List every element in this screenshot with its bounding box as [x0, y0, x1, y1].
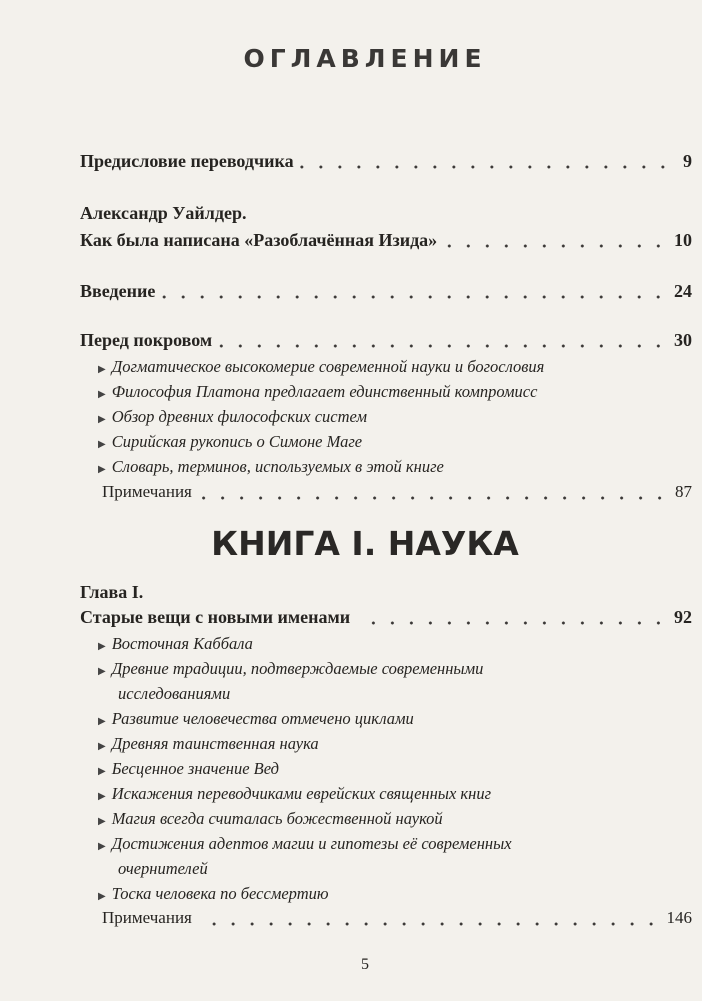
entry-page: 87 [675, 482, 692, 501]
book-heading: КНИГА I. НАУКА [211, 524, 519, 563]
subtopic: ▶ Философия Платона предлагает единственный компромисс [98, 382, 538, 401]
subtopic: ▶ Сирийская рукопись о Симоне Маге [98, 432, 363, 451]
dot-leader [300, 165, 672, 169]
triangle-bullet-icon: ▶ [98, 666, 106, 677]
page-number: 5 [361, 956, 369, 973]
triangle-bullet-icon: ▶ [98, 364, 106, 375]
triangle-bullet-icon: ▶ [98, 464, 106, 475]
chapter-number: Глава I. [80, 582, 144, 602]
subtopic: ▶ Восточная Каббала [98, 634, 253, 653]
dot-leader [356, 621, 668, 625]
triangle-bullet-icon: ▶ [98, 716, 106, 727]
subtopic: ▶ Искажения переводчиками еврейских священных книг [98, 784, 492, 803]
entry-page: 146 [666, 908, 692, 927]
triangle-bullet-icon: ▶ [98, 641, 106, 652]
subtopic: ▶ Достижения адептов магии и гипотезы её современных [98, 834, 512, 853]
dot-leader [198, 922, 661, 926]
dot-leader [218, 344, 668, 348]
toc-entry-notes[interactable] [102, 482, 692, 506]
subtopic: ▶ Древняя таинственная наука [98, 734, 319, 753]
subtopic: ▶ Тоска человека по бессмертию [98, 884, 329, 903]
toc-title: ОГЛАВЛЕНИЕ [243, 44, 487, 73]
subtopic: ▶ Догматическое высокомерие современной науки и богословия [98, 357, 545, 376]
entry-label: Примечания [102, 482, 192, 501]
entry-page: 24 [674, 281, 692, 301]
entry-label: Введение [80, 281, 156, 301]
subtopic: ▶ Развитие человечества отмечено циклами [98, 709, 414, 728]
triangle-bullet-icon: ▶ [98, 414, 106, 425]
subtopic-continuation: очернителей [118, 859, 208, 878]
subtopic: ▶ Бесценное значение Вед [98, 759, 279, 778]
triangle-bullet-icon: ▶ [98, 741, 106, 752]
entry-label: Предисловие переводчика [80, 151, 294, 171]
triangle-bullet-icon: ▶ [98, 766, 106, 777]
toc-entry-notes[interactable] [102, 908, 692, 932]
entry-label: Как была написана «Разоблачённая Изида» [80, 230, 438, 250]
toc-entry-before-veil[interactable] [80, 330, 692, 354]
entry-page: 10 [674, 230, 692, 250]
triangle-bullet-icon: ▶ [98, 439, 106, 450]
triangle-bullet-icon: ▶ [98, 389, 106, 400]
entry-page: 9 [683, 151, 692, 171]
toc-entry-chapter-1[interactable] [80, 607, 692, 631]
subtopic-continuation: исследованиями [118, 684, 231, 703]
dot-leader [198, 496, 669, 500]
subtopic: ▶ Магия всегда считалась божественной наукой [98, 809, 443, 828]
entry-author: Александр Уайлдер. [80, 203, 247, 223]
entry-page: 92 [674, 607, 692, 627]
dot-leader [443, 244, 668, 248]
toc-entry-preface[interactable] [80, 151, 692, 175]
dot-leader [161, 295, 668, 299]
subtopic: ▶ Древние традиции, подтверждаемые современными [98, 659, 484, 678]
triangle-bullet-icon: ▶ [98, 791, 106, 802]
entry-label: Перед покровом [80, 330, 213, 350]
subtopic: ▶ Словарь, терминов, используемых в этой книге [98, 457, 444, 476]
entry-label: Примечания [102, 908, 192, 927]
subtopic: ▶ Обзор древних философских систем [98, 407, 367, 426]
entry-label: Старые вещи с новыми именами [80, 607, 351, 627]
triangle-bullet-icon: ▶ [98, 891, 106, 902]
triangle-bullet-icon: ▶ [98, 841, 106, 852]
entry-page: 30 [674, 330, 692, 350]
triangle-bullet-icon: ▶ [98, 816, 106, 827]
toc-entry-wilder[interactable] [80, 230, 692, 254]
toc-entry-introduction[interactable] [80, 281, 692, 305]
